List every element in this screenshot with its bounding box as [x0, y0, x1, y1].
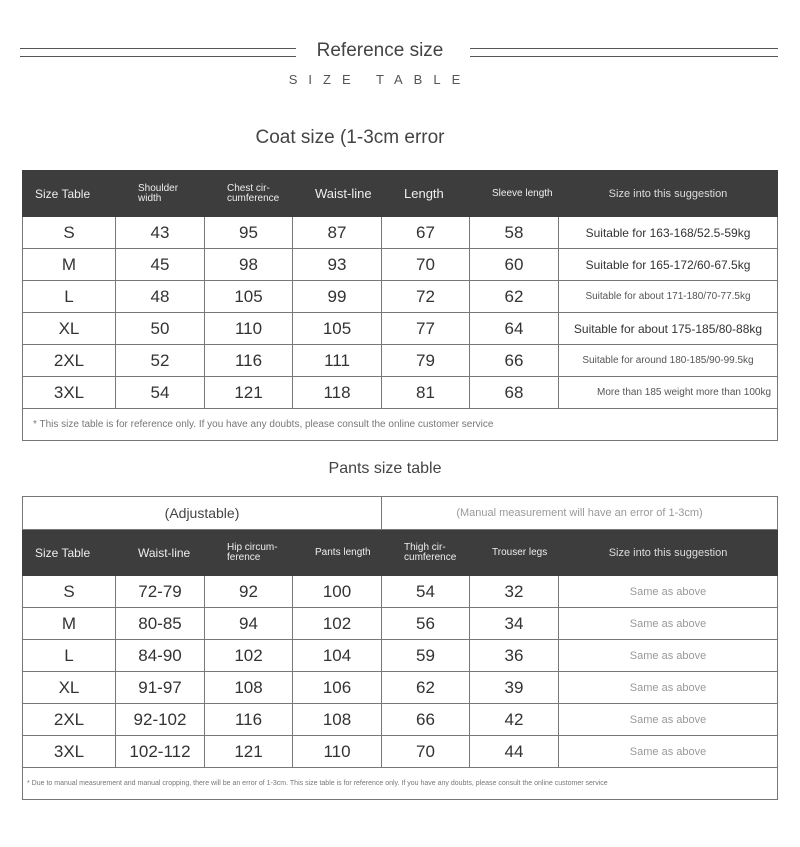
coat-header-shoulder: Shoulder width — [116, 171, 205, 217]
pants-cell-size: S — [23, 576, 116, 608]
pants-cell-suggestion: Same as above — [559, 736, 778, 768]
pants-header-hip: Hip circum-ference — [205, 530, 293, 576]
pants-cell-length: 108 — [293, 704, 382, 736]
coat-cell-length: 72 — [382, 281, 470, 313]
coat-cell-chest: 121 — [205, 377, 293, 409]
coat-cell-suggestion: Suitable for 165-172/60-67.5kg — [559, 249, 778, 281]
coat-cell-suggestion: More than 185 weight more than 100kg — [559, 377, 778, 409]
coat-cell-size: S — [23, 217, 116, 249]
coat-header-chest: Chest cir-cumference — [205, 171, 293, 217]
coat-cell-shoulder: 54 — [116, 377, 205, 409]
pants-header-trouser-legs: Trouser legs — [470, 530, 559, 576]
coat-footnote-row — [23, 409, 778, 441]
coat-cell-sleeve: 68 — [470, 377, 559, 409]
coat-cell-suggestion: Suitable for 163-168/52.5-59kg — [559, 217, 778, 249]
pants-header-suggestion: Size into this suggestion — [559, 530, 778, 576]
coat-cell-size: 2XL — [23, 345, 116, 377]
coat-cell-chest: 98 — [205, 249, 293, 281]
pants-cell-hip: 116 — [205, 704, 293, 736]
pants-cell-trouser-legs: 39 — [470, 672, 559, 704]
coat-cell-length: 81 — [382, 377, 470, 409]
pants-cell-thigh: 59 — [382, 640, 470, 672]
pants-cell-waist: 84-90 — [116, 640, 205, 672]
pants-cell-waist: 92-102 — [116, 704, 205, 736]
pants-cell-hip: 102 — [205, 640, 293, 672]
pants-cell-thigh: 62 — [382, 672, 470, 704]
coat-footnote: * This size table is for reference only. If you have any doubts, please consult the online customer service — [23, 409, 778, 441]
coat-cell-waist: 93 — [293, 249, 382, 281]
table-row — [23, 640, 778, 672]
coat-cell-suggestion: Suitable for about 171-180/70-77.5kg — [559, 281, 778, 313]
pants-adjustable-label: (Adjustable) — [23, 497, 382, 530]
pants-cell-hip: 121 — [205, 736, 293, 768]
pants-cell-thigh: 56 — [382, 608, 470, 640]
coat-cell-size: L — [23, 281, 116, 313]
pants-cell-length: 102 — [293, 608, 382, 640]
pants-footnote: * Due to manual measurement and manual cropping, there will be an error of 1-3cm. This size table is for reference only. If you have any doubts, please consult the online customer service — [23, 768, 778, 800]
coat-cell-chest: 95 — [205, 217, 293, 249]
pants-cell-trouser-legs: 42 — [470, 704, 559, 736]
pants-cell-waist: 80-85 — [116, 608, 205, 640]
pants-cell-suggestion: Same as above — [559, 672, 778, 704]
coat-cell-sleeve: 64 — [470, 313, 559, 345]
coat-cell-size: M — [23, 249, 116, 281]
table-row — [23, 249, 778, 281]
table-row — [23, 736, 778, 768]
table-row — [23, 217, 778, 249]
pants-size-table — [22, 496, 778, 800]
coat-cell-sleeve: 58 — [470, 217, 559, 249]
pants-cell-suggestion: Same as above — [559, 608, 778, 640]
coat-cell-size: XL — [23, 313, 116, 345]
coat-cell-waist: 99 — [293, 281, 382, 313]
coat-cell-length: 70 — [382, 249, 470, 281]
page-subtitle: SIZE TABLE — [288, 72, 472, 87]
pants-header-pants-length: Pants length — [293, 530, 382, 576]
pants-cell-suggestion: Same as above — [559, 640, 778, 672]
coat-cell-suggestion: Suitable for about 175-185/80-88kg — [559, 313, 778, 345]
pants-cell-hip: 108 — [205, 672, 293, 704]
table-row — [23, 576, 778, 608]
coat-cell-waist: 105 — [293, 313, 382, 345]
coat-cell-shoulder: 43 — [116, 217, 205, 249]
coat-cell-length: 77 — [382, 313, 470, 345]
coat-section-title: Coat size (1-3cm error — [255, 127, 445, 148]
pants-cell-length: 104 — [293, 640, 382, 672]
coat-cell-size: 3XL — [23, 377, 116, 409]
coat-header-sleeve: Sleeve length — [470, 171, 559, 217]
coat-header-size: Size Table — [23, 171, 116, 217]
coat-cell-length: 79 — [382, 345, 470, 377]
pants-cell-size: 2XL — [23, 704, 116, 736]
pants-header-waist: Waist-line — [116, 530, 205, 576]
pants-cell-trouser-legs: 34 — [470, 608, 559, 640]
pants-cell-length: 106 — [293, 672, 382, 704]
pants-header-size: Size Table — [23, 530, 116, 576]
coat-cell-chest: 105 — [205, 281, 293, 313]
coat-cell-sleeve: 60 — [470, 249, 559, 281]
coat-cell-chest: 116 — [205, 345, 293, 377]
table-row — [23, 608, 778, 640]
coat-size-table — [22, 170, 778, 441]
coat-cell-waist: 87 — [293, 217, 382, 249]
coat-cell-shoulder: 45 — [116, 249, 205, 281]
table-row — [23, 345, 778, 377]
pants-cell-thigh: 54 — [382, 576, 470, 608]
pants-cell-size: L — [23, 640, 116, 672]
coat-cell-shoulder: 48 — [116, 281, 205, 313]
pants-cell-thigh: 70 — [382, 736, 470, 768]
pants-cell-suggestion: Same as above — [559, 576, 778, 608]
page-title: Reference size — [316, 40, 444, 61]
pants-cell-size: XL — [23, 672, 116, 704]
pants-cell-thigh: 66 — [382, 704, 470, 736]
table-row — [23, 313, 778, 345]
coat-cell-length: 67 — [382, 217, 470, 249]
table-row — [23, 377, 778, 409]
pants-section-title: Pants size table — [328, 460, 442, 477]
coat-header-row — [23, 171, 778, 217]
coat-header-length: Length — [382, 171, 470, 217]
coat-cell-shoulder: 52 — [116, 345, 205, 377]
pants-cell-hip: 94 — [205, 608, 293, 640]
pants-cell-length: 110 — [293, 736, 382, 768]
pants-header-row — [23, 530, 778, 576]
coat-cell-sleeve: 66 — [470, 345, 559, 377]
pants-cell-waist: 91-97 — [116, 672, 205, 704]
pants-cell-trouser-legs: 36 — [470, 640, 559, 672]
pants-adjustable-row — [23, 497, 778, 530]
pants-error-note: (Manual measurement will have an error of 1-3cm) — [382, 497, 778, 530]
table-row — [23, 704, 778, 736]
pants-cell-hip: 92 — [205, 576, 293, 608]
pants-cell-size: M — [23, 608, 116, 640]
coat-cell-suggestion: Suitable for around 180-185/90-99.5kg — [559, 345, 778, 377]
pants-cell-waist: 72-79 — [116, 576, 205, 608]
coat-header-suggestion: Size into this suggestion — [559, 171, 778, 217]
pants-cell-size: 3XL — [23, 736, 116, 768]
coat-cell-waist: 111 — [293, 345, 382, 377]
coat-cell-shoulder: 50 — [116, 313, 205, 345]
pants-header-thigh: Thigh cir-cumference — [382, 530, 470, 576]
coat-cell-chest: 110 — [205, 313, 293, 345]
coat-cell-sleeve: 62 — [470, 281, 559, 313]
pants-cell-length: 100 — [293, 576, 382, 608]
pants-cell-waist: 102-112 — [116, 736, 205, 768]
pants-footnote-row — [23, 768, 778, 800]
pants-cell-trouser-legs: 32 — [470, 576, 559, 608]
pants-cell-suggestion: Same as above — [559, 704, 778, 736]
coat-cell-waist: 118 — [293, 377, 382, 409]
pants-cell-trouser-legs: 44 — [470, 736, 559, 768]
table-row — [23, 281, 778, 313]
table-row — [23, 672, 778, 704]
coat-header-waist: Waist-line — [293, 171, 382, 217]
